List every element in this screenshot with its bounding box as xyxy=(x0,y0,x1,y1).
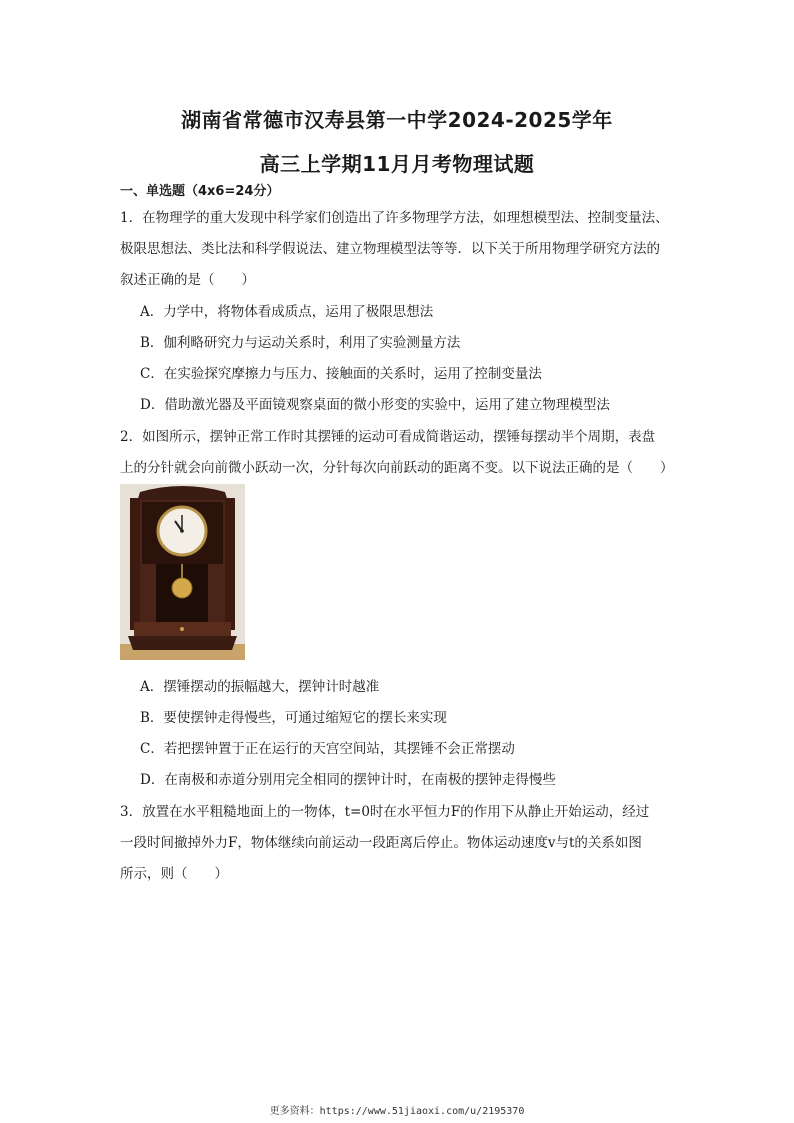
question-1-option-d: D．借助激光器及平面镜观察桌面的微小形变的实验中，运用了建立物理模型法 xyxy=(140,397,610,413)
question-2-option-a: A．摆锤摆动的振幅越大，摆钟计时越准 xyxy=(140,679,380,695)
question-2-option-b: B．要使摆钟走得慢些，可通过缩短它的摆长来实现 xyxy=(140,710,447,726)
question-1-option-b: B．伽利略研究力与运动关系时，利用了实验测量方法 xyxy=(140,335,461,351)
question-2-option-c: C．若把摆钟置于正在运行的天宫空间站，其摆锤不会正常摆动 xyxy=(140,741,515,757)
section-heading: 一、单选题（4x6=24分） xyxy=(120,184,280,199)
question-1-option-c: C．在实验探究摩擦力与压力、接触面的关系时，运用了控制变量法 xyxy=(140,366,542,382)
pendulum-clock-photo xyxy=(120,484,245,660)
question-2-option-d: D．在南极和赤道分别用完全相同的摆钟计时，在南极的摆钟走得慢些 xyxy=(140,772,556,788)
question-3-line-3: 所示，则（ ） xyxy=(120,866,228,882)
question-2-line-1: 2．如图所示，摆钟正常工作时其摆锤的运动可看成简谐运动，摆锤每摆动半个周期，表盘 xyxy=(120,429,656,445)
question-2-line-2: 上的分针就会向前微小跃动一次，分针每次向前跃动的距离不变。以下说法正确的是（ ） xyxy=(120,460,674,476)
question-3-line-2: 一段时间撤掉外力F，物体继续向前运动一段距离后停止。物体运动速度v与t的关系如图 xyxy=(120,835,642,851)
question-3-line-1: 3．放置在水平粗糙地面上的一物体，t=0时在水平恒力F的作用下从静止开始运动，经过 xyxy=(120,804,650,820)
document-title-line-1: 湖南省常德市汉寿县第一中学2024-2025学年 xyxy=(181,108,613,132)
question-1-line-1: 1．在物理学的重大发现中科学家们创造出了许多物理学方法，如理想模型法、控制变量法、 xyxy=(120,210,669,226)
document-title-line-2: 高三上学期11月月考物理试题 xyxy=(259,152,535,176)
footer-link[interactable]: 更多资料：https://www.51jiaoxi.com/u/2195370 xyxy=(269,1106,525,1117)
question-1-option-a: A．力学中，将物体看成质点，运用了极限思想法 xyxy=(140,304,434,320)
question-1-line-2: 极限思想法、类比法和科学假说法、建立物理模型法等等．以下关于所用物理学研究方法的 xyxy=(120,241,660,257)
question-1-line-3: 叙述正确的是（ ） xyxy=(120,272,255,288)
